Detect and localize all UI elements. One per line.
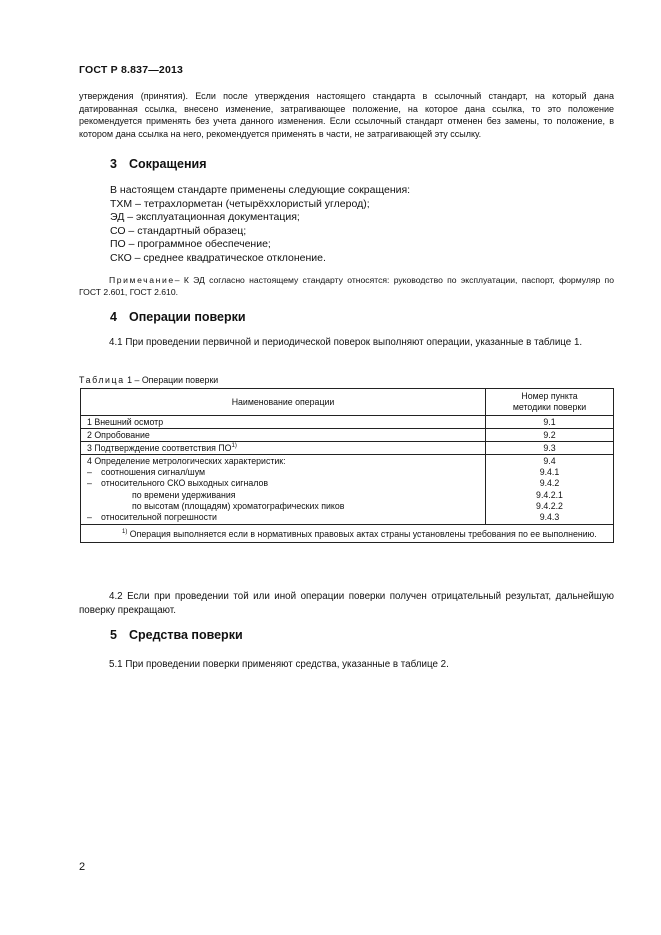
sub-operation <box>87 467 479 478</box>
clause-number: 9.4.2.1 <box>536 489 563 500</box>
sub-operation-text: относительной погрешности <box>101 512 217 523</box>
footnote-text: Операция выполняется если в нормативных правовых актах страны установлены требования по ее выполнению. <box>129 529 597 540</box>
table-row <box>81 455 614 525</box>
operations-table <box>80 388 614 543</box>
operation-name: 4 Определение метрологических характеристик: <box>87 456 286 466</box>
sub-operation <box>87 478 479 489</box>
operation-name: 3 Подтверждение соответствия ПО <box>87 443 232 453</box>
clause-number: 9.4.2 <box>539 478 560 489</box>
clause-number: 9.4 <box>543 456 556 466</box>
col-clause-header <box>486 389 614 416</box>
clause-number: 9.1 <box>486 416 614 429</box>
operation-metrology-cell <box>81 455 486 525</box>
clause-number: 9.4.2.2 <box>536 500 563 511</box>
list-item: ЭД – эксплуатационная документация; <box>110 211 300 224</box>
paragraph-4-1: 4.1 При проведении первичной и периодической поверок выполняют операции, указанные в таблице 1. <box>109 337 583 348</box>
clause-number: 9.4.3 <box>539 512 560 523</box>
section-3-note <box>79 274 614 299</box>
clause-number: 9.3 <box>486 442 614 455</box>
footnote-mark: 1) <box>122 529 128 536</box>
col-clause-header-line2: методики поверки <box>512 402 587 412</box>
table-row <box>81 442 614 455</box>
sub-operation <box>87 512 479 523</box>
table-row <box>81 429 614 442</box>
page-number: 2 <box>79 861 86 873</box>
list-item: ПО – программное обеспечение; <box>110 238 271 251</box>
sub-operation-text: относительного СКО выходных сигналов <box>101 478 269 489</box>
clause-numbers-cell <box>486 455 614 525</box>
footnote-ref: 1) <box>231 443 237 450</box>
section-5-number: 5 <box>110 628 117 642</box>
dash-marker: – <box>87 467 92 478</box>
col-clause-header-line1: Номер пункта <box>521 391 578 401</box>
table-footnote <box>81 525 614 542</box>
operation-name: 1 Внешний осмотр <box>81 416 486 429</box>
list-item: ТХМ – тетрахлорметан (четырёххлористый углерод); <box>110 197 370 210</box>
note-label: Примечание <box>109 275 175 285</box>
table-header-row <box>81 389 614 416</box>
paragraph-5-1: 5.1 При проведении поверки применяют средства, указанные в таблице 2. <box>109 659 449 670</box>
table-row <box>81 416 614 429</box>
section-3-title: Сокращения <box>129 157 207 171</box>
intro-paragraph: утверждения (принятия). Если после утверждения настоящего стандарта в ссылочный стандарт, на который дана датированная ссылка, внесено изменение, затрагивающее положение, на которое дана ссылка, то это положение рекомендуется применять без учета данного изменения. Если ссылочный стандарт отменен без замены, то положение, в котором дана ссылка на него, рекомендуется применять в части, не затрагивающей эту ссылку. <box>79 91 614 139</box>
table-1-caption <box>79 375 218 385</box>
note-text: – К ЭД согласно настоящему стандарту относятся: руководство по эксплуатации, паспорт, формуляр по ГОСТ 2.601, ГОСТ 2.610. <box>79 275 614 298</box>
section-3-heading <box>110 157 207 171</box>
abbreviations-lead: В настоящем стандарте применены следующие сокращения: <box>110 184 411 196</box>
document-header: ГОСТ Р 8.837—2013 <box>79 64 184 76</box>
dash-marker: – <box>87 512 92 523</box>
dash-marker: – <box>87 478 92 489</box>
sub-sub-operation: по высотам (площадям) хроматографических пиков <box>132 500 345 511</box>
section-5-heading <box>110 628 243 642</box>
abbreviations-list <box>110 184 410 266</box>
operation-name-cell <box>81 442 486 455</box>
clause-number: 9.2 <box>486 429 614 442</box>
sub-operation-text: соотношения сигнал/шум <box>101 467 206 478</box>
table-caption-text: 1 – Операции поверки <box>127 375 219 385</box>
section-3-number: 3 <box>110 157 117 171</box>
table-footnote-row <box>81 525 614 542</box>
sub-sub-operation: по времени удерживания <box>132 489 236 500</box>
clause-number: 9.4.1 <box>539 467 560 478</box>
list-item: СО – стандартный образец; <box>110 224 247 237</box>
section-4-heading <box>110 310 246 324</box>
col-operation-header: Наименование операции <box>81 389 486 416</box>
section-4-title: Операции поверки <box>129 310 246 324</box>
section-5-title: Средства поверки <box>129 628 243 642</box>
paragraph-4-2: 4.2 Если при проведении той или иной операции поверки получен отрицательный результат, дальнейшую поверку прекращают. <box>79 591 614 616</box>
list-item: СКО – среднее квадратическое отклонение. <box>110 251 326 264</box>
operation-name: 2 Опробование <box>81 429 486 442</box>
section-4-number: 4 <box>110 310 117 324</box>
table-label: Таблица <box>79 375 125 385</box>
